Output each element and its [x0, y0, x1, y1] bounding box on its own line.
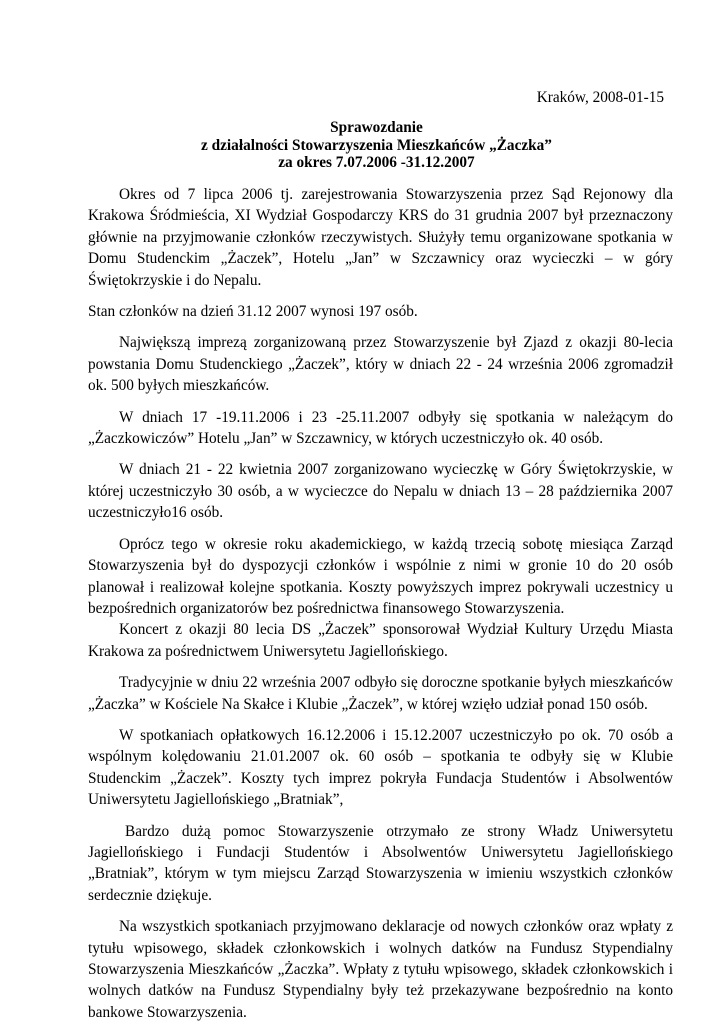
paragraph-member-count: Stan członków na dzień 31.12 2007 wynosi 197 osób.: [88, 303, 418, 321]
paragraph-period: Okres od 7 lipca 2006 tj. zarejestrowania Stowarzyszenia przez Sąd Rejonowy dla Krakowa Śródmieścia, XI Wydział Gospodarczy KRS do 31 grudnia 2007 był przeznaczony głównie na przyjmowanie członków rzeczywistych. Służyły temu organizowane spotkania w Domu Studenckim „Żaczek”, Hotelu „Jan” w Szczawnicy oraz wycieczki – w góry Świętokrzyskie i do Nepalu.: [88, 186, 673, 289]
paragraph-anniversary: Największą imprezą zorganizowaną przez Stowarzyszenie był Zjazd z okazji 80-lecia powstania Domu Studenckiego „Żaczek”, który w dniach 22 - 24 września 2006 zgromadził ok. 500 byłych mieszkańców.: [88, 334, 673, 395]
paragraph-meetings: Oprócz tego w okresie roku akademickiego, w każdą trzecią sobotę miesiąca Zarząd Stowarzyszenia był do dyspozycji członków i wspólnie z nimi w gronie 10 do 20 osób planował i realizował kolejne spotkania. Koszty powyższych imprez pokrywali uczestnicy u bezpośrednich organizatorów bez pośrednictwa finansowego Stowarzyszenia.: [88, 535, 673, 617]
title-line-3: za okres 7.07.2006 -31.12.2007: [278, 154, 475, 171]
report-title: [88, 119, 665, 172]
paragraph-christmas: W spotkaniach opłatkowych 16.12.2006 i 15.12.2007 uczestniczyło po ok. 70 osób a wspólnym kolędowaniu 21.01.2007 ok. 60 osób – spotkania te odbyły się w Klubie Studenckim „Żaczek”. Koszty tych imprez pokryła Fundacja Studentów i Absolwentów Uniwersytetu Jagiellońskiego „Bratniak”,: [88, 726, 673, 809]
title-line-1: Sprawozdanie: [330, 119, 423, 136]
title-line-2: z działalności Stowarzyszenia Mieszkańców „Żaczka”: [201, 136, 552, 154]
paragraph-trips: W dniach 21 - 22 kwietnia 2007 zorganizowano wycieczkę w Góry Świętokrzyskie, w której uczestniczyło 30 osób, a w wycieczce do Nepalu w dniach 13 – 28 października 2007 uczestniczyło16 osób.: [88, 461, 673, 522]
paragraph-thanks: Bardzo dużą pomoc Stowarzyszenie otrzymało ze strony Władz Uniwersytetu Jagiellońskiego i Fundacji Studentów i Absolwentów Uniwersytetu Jagiellońskiego „Bratniak”, którym w tym miejscu Zarząd Stowarzyszenia w imieniu wszystkich członków serdecznie dziękuje.: [88, 822, 673, 904]
place-date: Kraków, 2008-01-15: [536, 89, 664, 106]
paragraph-annual-meeting: Tradycyjnie w dniu 22 września 2007 odbyło się doroczne spotkanie byłych mieszkańców „Żaczka” w Kościele Na Skałce i Klubie „Żaczek”, w której wzięło udział ponad 150 osób.: [88, 674, 673, 713]
report-body: [88, 184, 673, 1033]
paragraph-declarations: Na wszystkich spotkaniach przyjmowano deklaracje od nowych członków oraz wpłaty z tytułu wpisowego, składek członkowskich i wolnych datków na Fundusz Stypendialny Stowarzyszenia Mieszkańców „Żaczka”. Wpłaty z tytułu wpisowego, składek członkowskich i wolnych datków na Fundusz Stypendialny były też przekazywane bezpośrednio na konto bankowe Stowarzyszenia.: [88, 918, 673, 1021]
paragraph-concert: Koncert z okazji 80 lecia DS „Żaczek” sponsorował Wydział Kultury Urzędu Miasta Krakowa za pośrednictwem Uniwersytetu Jagiellońskiego.: [88, 621, 673, 660]
paragraph-szczawnica: W dniach 17 -19.11.2006 i 23 -25.11.2007 odbyły się spotkania w należącym do „Żaczkowiczów” Hotelu „Jan” w Szczawnicy, w których uczestniczyło ok. 40 osób.: [88, 408, 673, 448]
